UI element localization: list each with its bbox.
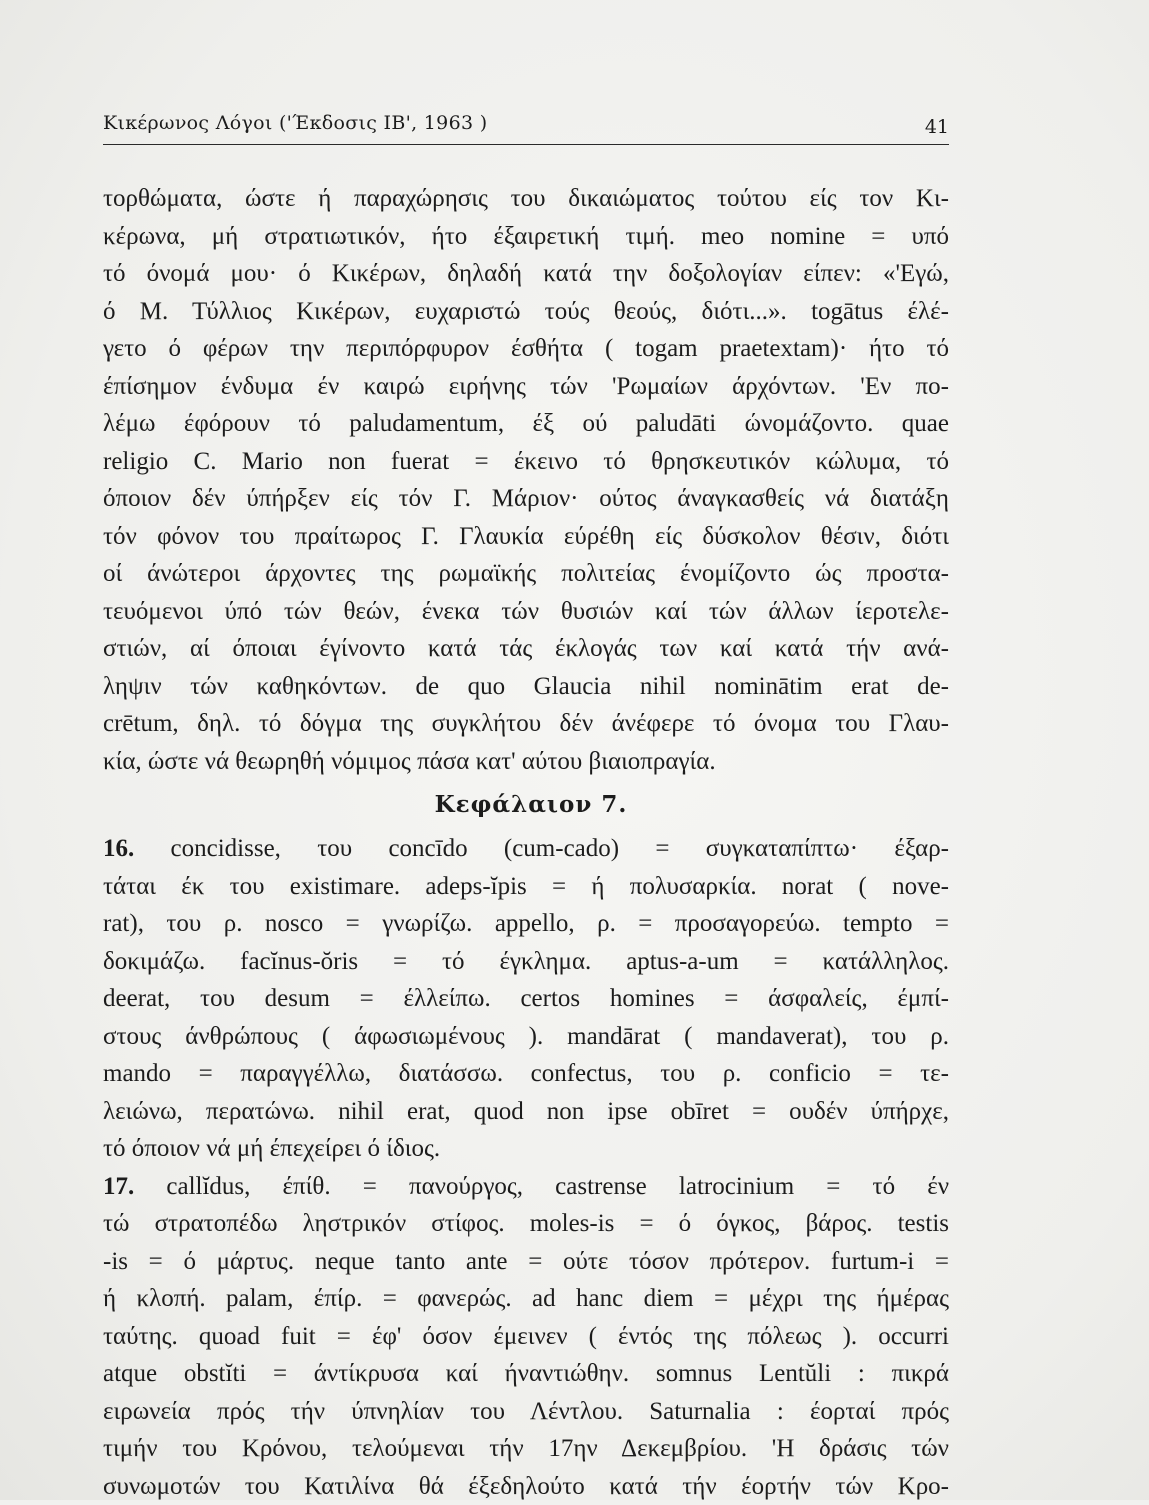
section-16-text: concidisse, του concīdo (cum-cado) = συγκαταπίπτω· έξαρ-	[134, 835, 949, 862]
text-line: ειρωνεία πρός τήν ύπνηλίαν του Λέντλου. Saturnalia : έορταί πρός	[103, 1393, 949, 1431]
text-line: ληψιν τών καθηκόντων. de quo Glaucia nihil nominātim erat de-	[103, 668, 949, 706]
text-line-last: κία, ώστε νά θεωρηθή νόμιμος πάσα κατ' αύτου βιαιοπραγία.	[103, 743, 949, 781]
body-text	[103, 180, 949, 1505]
text-line: τορθώματα, ώστε ή παραχώρησις του δικαιώματος τούτου είς τον Κι-	[103, 180, 949, 218]
text-line: rat), του ρ. nosco = γνωρίζω. appello, ρ. = προσαγορεύω. tempto =	[103, 905, 949, 943]
text-line: τόν φόνον του πραίτωρος Γ. Γλαυκία εύρέθη είς δύσκολον θέσιν, διότι	[103, 518, 949, 556]
section-number-17: 17.	[103, 1173, 134, 1200]
text-line: δοκιμάζω. facĭnus-ŏris = τό έγκλημα. aptus-a-um = κατάλληλος.	[103, 943, 949, 981]
text-line: τό όνομά μου· ό Κικέρων, δηλαδή κατά την δοξολογίαν είπεν: «'Εγώ,	[103, 255, 949, 293]
text-line: crētum, δηλ. τό δόγμα της συγκλήτου δέν άνέφερε τό όνομα του Γλαυ-	[103, 705, 949, 743]
section-17-first-line	[103, 1168, 949, 1206]
page-number: 41	[925, 116, 949, 138]
text-line: ή κλοπή. palam, έπίρ. = φανερώς. ad hanc diem = μέχρι της ήμέρας	[103, 1280, 949, 1318]
text-line: λειώνω, περατώνω. nihil erat, quod non ipse obīret = ουδέν ύπήρχε,	[103, 1093, 949, 1131]
text-line: οί άνώτεροι άρχοντες της ρωμαϊκής πολιτείας ένομίζοντο ώς προστα-	[103, 555, 949, 593]
text-line: τώ στρατοπέδω ληστρικόν στίφος. moles-is = ό όγκος, βάρος. testis	[103, 1205, 949, 1243]
text-line: -is = ό μάρτυς. neque tanto ante = ούτε τόσον πρότερον. furtum-i =	[103, 1243, 949, 1281]
text-line-last: τό όποιον νά μή έπεχείρει ό ίδιος.	[103, 1130, 949, 1168]
text-line: συνωμοτών του Κατιλίνα θά έξεδηλούτο κατά τήν έορτήν τών Κρο-	[103, 1468, 949, 1505]
text-line: τιμήν του Κρόνου, τελούμεναι τήν 17ην Δεκεμβρίου. 'Η δράσις τών	[103, 1430, 949, 1468]
text-line: deerat, του desum = έλλείπω. certos homines = άσφαλείς, έμπί-	[103, 980, 949, 1018]
section-number-16: 16.	[103, 835, 134, 862]
text-line: γετο ό φέρων την περιπόρφυρον έσθήτα ( togam praetextam)· ήτο τό	[103, 330, 949, 368]
text-line: atque obstĭti = άντίκρυσα καί ήναντιώθην. somnus Lentŭli : πικρά	[103, 1355, 949, 1393]
text-line: τάται έκ του existimare. adeps-ĭpis = ή πολυσαρκία. norat ( nove-	[103, 868, 949, 906]
text-line: όποιον δέν ύπήρξεν είς τόν Γ. Μάριον· ούτος άναγκασθείς νά διατάξη	[103, 480, 949, 518]
section-17-text: callĭdus, έπίθ. = πανούργος, castrense latrocinium = τό έν	[134, 1173, 949, 1200]
text-line: κέρωνα, μή στρατιωτικόν, ήτο έξαιρετική τιμή. meo nomine = υπό	[103, 218, 949, 256]
text-line: mando = παραγγέλλω, διατάσσω. confectus, του ρ. conficio = τε-	[103, 1055, 949, 1093]
running-head-title: Κικέρωνος Λόγοι ('Έκδοσις ΙΒ', 1963 )	[103, 112, 487, 134]
text-line: έπίσημον ένδυμα έν καιρώ ειρήνης τών 'Ρωμαίων άρχόντων. 'Εν πο-	[103, 368, 949, 406]
text-line: λέμω έφόρουν τό paludamentum, έξ ού paludāti ώνομάζοντο. quae	[103, 405, 949, 443]
text-line: στους άνθρώπους ( άφωσιωμένους ). mandārat ( mandaverat), του ρ.	[103, 1018, 949, 1056]
text-line: τευόμενοι ύπό τών θεών, ένεκα τών θυσιών καί τών άλλων ίεροτελε-	[103, 593, 949, 631]
text-line: ταύτης. quoad fuit = έφ' όσον έμεινεν ( έντός της πόλεως ). occurri	[103, 1318, 949, 1356]
running-head	[103, 104, 949, 145]
text-line: ό Μ. Τύλλιος Κικέρων, ευχαριστώ τούς θεούς, διότι...». togātus έλέ-	[103, 293, 949, 331]
text-line: στιών, αί όποιαι έγίνοντο κατά τάς έκλογάς των καί κατά τήν ανά-	[103, 630, 949, 668]
chapter-heading: Κεφάλαιον 7.	[103, 780, 949, 830]
section-16-first-line	[103, 830, 949, 868]
text-line: religio C. Mario non fuerat = έκεινο τό θρησκευτικόν κώλυμα, τό	[103, 443, 949, 481]
